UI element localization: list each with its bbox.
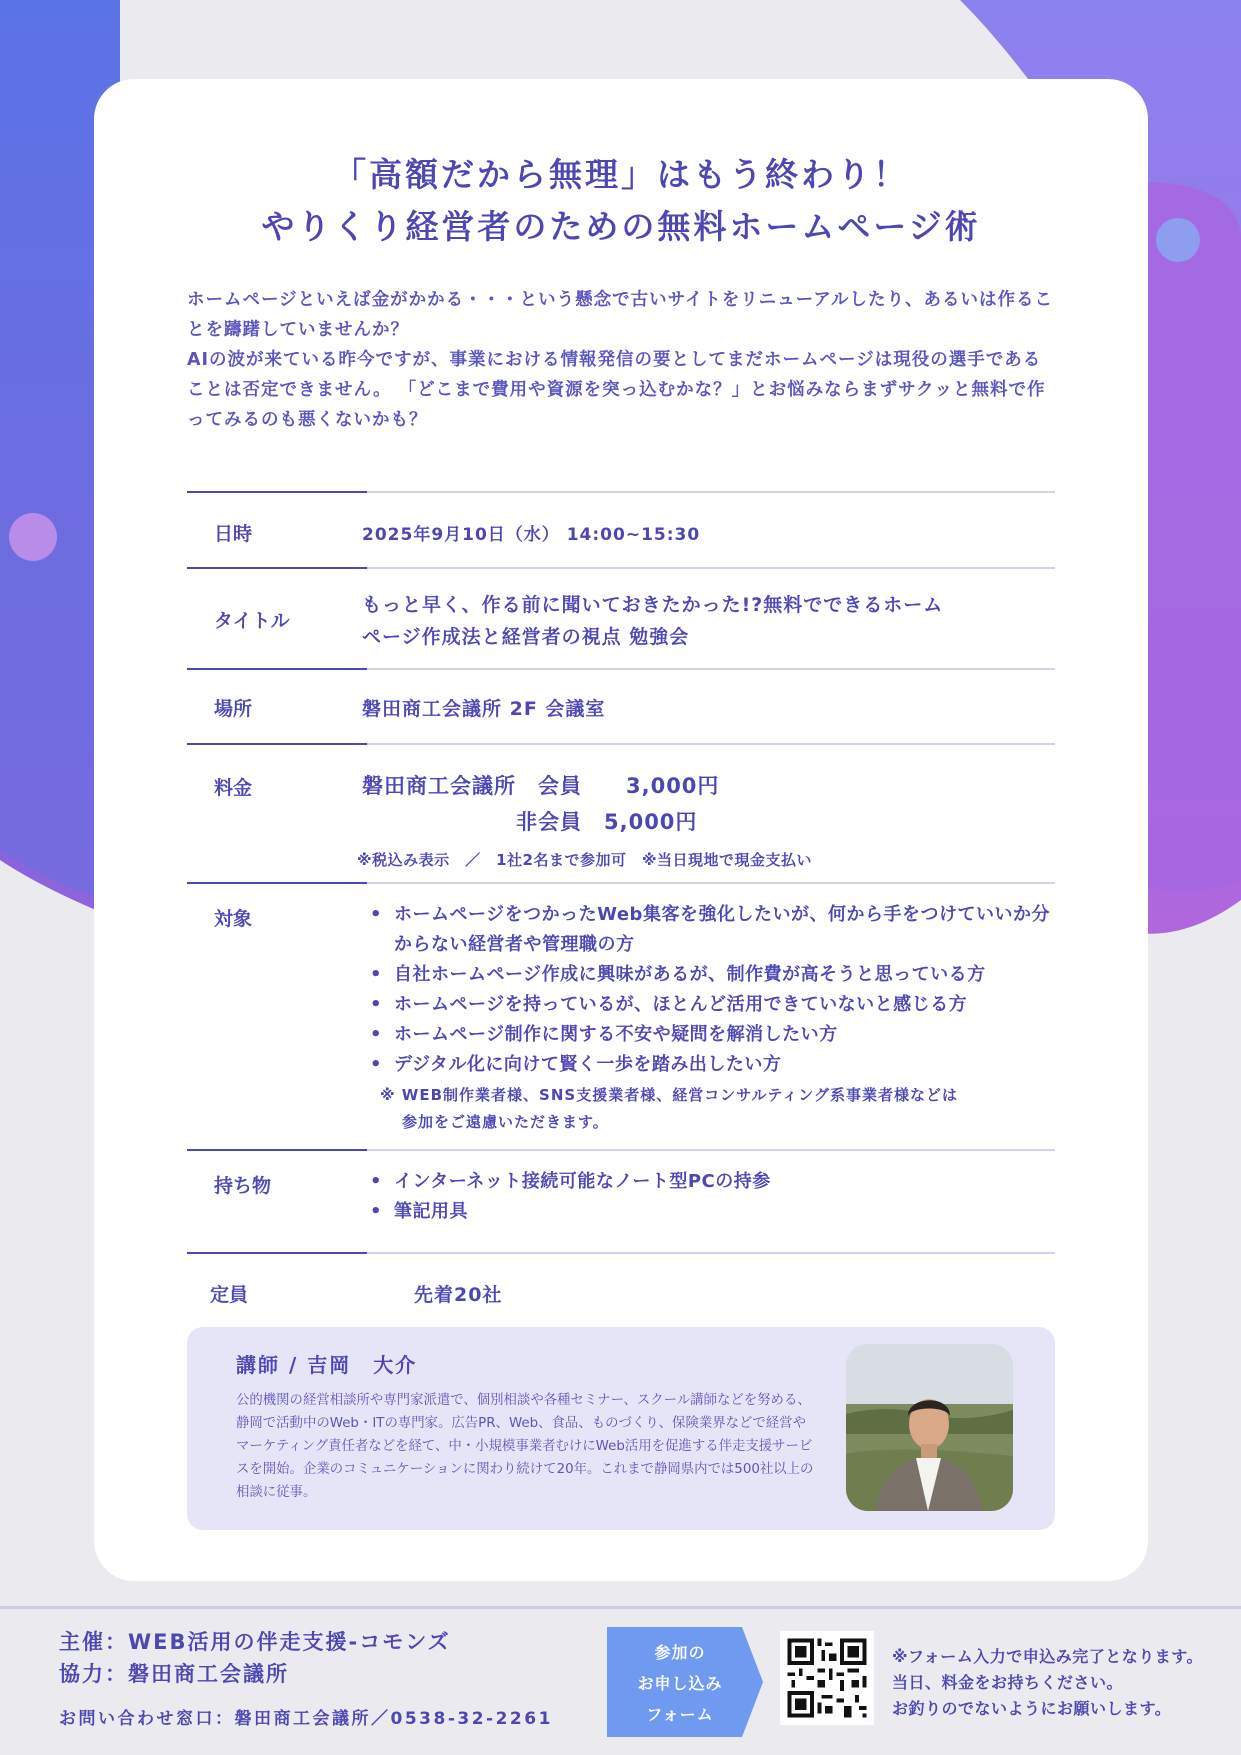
details-table: [187, 491, 1055, 1322]
cooperation: 協力：磐田商工会議所: [59, 1662, 289, 1686]
notice-line-1: ※フォーム入力で申込み完了となります。: [892, 1647, 1203, 1666]
target-note-line-2: 参加をご遠慮いただきます。: [402, 1113, 609, 1131]
value-title-line-2: ページ作成法と経営者の視点 勉強会: [362, 626, 690, 648]
items-list: [362, 1167, 771, 1227]
value-target: [362, 900, 1052, 1136]
row-items: [187, 1149, 1055, 1252]
value-capacity: 先着20社: [414, 1284, 503, 1306]
target-item: • ホームページをつかったWeb集客を強化したいが、何から手をつけていいか分からない経営者や管理職の方: [362, 900, 1052, 960]
value-items: [362, 1167, 771, 1227]
target-item: • 自社ホームページ作成に興味があるが、制作費が高そうと思っている方: [362, 960, 1052, 990]
lecturer-box: [187, 1327, 1055, 1530]
target-note: [362, 1082, 1052, 1136]
apply-label-line-2: お申し込み: [637, 1674, 723, 1693]
label-datetime: 日時: [214, 523, 253, 545]
target-item: • ホームページ制作に関する不安や疑問を解消したい方: [362, 1020, 1052, 1050]
label-venue: 場所: [214, 698, 253, 720]
fee-member: 磐田商工会議所 会員 3,000円: [362, 774, 720, 798]
fee-note: ※税込み表示 ／ 1社2名まで参加可 ※当日現地で現金支払い: [357, 851, 813, 869]
row-target: [187, 882, 1055, 1149]
headline: [94, 149, 1148, 253]
label-title: タイトル: [214, 610, 290, 632]
notice-line-3: お釣りのでないようにお願いします。: [892, 1699, 1172, 1718]
footer: [0, 1609, 1241, 1755]
label-capacity: 定員: [210, 1284, 249, 1306]
notice-line-2: 当日、料金をお持ちください。: [892, 1673, 1124, 1692]
row-title: [187, 567, 1055, 668]
items-list-item: • 筆記用具: [362, 1197, 771, 1227]
value-fee: [362, 768, 719, 840]
value-venue: 磐田商工会議所 2F 会議室: [362, 698, 606, 720]
items-list-item: • インターネット接続可能なノート型PCの持参: [362, 1167, 771, 1197]
apply-form-button[interactable]: [607, 1627, 763, 1737]
value-title: [362, 589, 943, 653]
intro-paragraph-2: AIの波が来ている昨今ですが、事業における情報発信の要としてまだホームページは現役の選手であることは否定できません。 「どこまで費用や資源を突っ込むかな？」とお悩みならまずサクッと無料で作ってみるのも悪くないかも？: [187, 350, 1046, 430]
headline-line-1: 「高額だから無理」はもう終わり！: [333, 155, 909, 194]
lecturer-photo: [846, 1344, 1013, 1511]
decorative-circle-right: [1156, 218, 1200, 262]
value-datetime: 2025年9月10日（水） 14:00~15:30: [362, 525, 701, 545]
organizer: 主催：WEB活用の伴走支援-コモンズ: [59, 1630, 451, 1654]
row-capacity: [187, 1252, 1055, 1322]
apply-label-line-3: フォーム: [646, 1705, 714, 1724]
label-target: 対象: [214, 908, 253, 930]
row-datetime: [187, 491, 1055, 567]
target-note-line-1: ※ WEB制作業者様、SNS支援業者様、経営コンサルティング系事業者様などは: [380, 1086, 958, 1104]
value-title-line-1: もっと早く、作る前に聞いておきたかった!?無料でできるホーム: [362, 594, 944, 616]
lecturer-name: 講師 / 吉岡 大介: [236, 1353, 418, 1377]
qr-code-icon[interactable]: [780, 1631, 874, 1725]
lecturer-bio: 公的機関の経営相談所や専門家派遣で、個別相談や各種セミナー、スクール講師などを努める、静岡で活動中のWeb・ITの専門家。広告PR、Web、食品、ものづくり、保険業界などで経営やマーケティング責任者などを経て、中・小規模事業者むけにWeb活用を促進する伴走支援サービスを開始。企業のコミュニケーションに関わり続けて20年。これまで静岡県内では500社以上の相談に従事。: [236, 1393, 814, 1500]
label-fee: 料金: [214, 777, 253, 799]
label-items: 持ち物: [214, 1175, 272, 1197]
host-info: [59, 1626, 451, 1690]
contact-info: お問い合わせ窓口：磐田商工会議所／0538-32-2261: [59, 1709, 553, 1729]
target-item: • デジタル化に向けて賢く一歩を踏み出したい方: [362, 1050, 1052, 1080]
notice-text: [892, 1644, 1203, 1722]
headline-line-2: やりくり経営者のための無料ホームページ術: [261, 207, 981, 246]
fee-non-member: 非会員 5,000円: [362, 810, 698, 834]
row-fee: [187, 743, 1055, 882]
apply-label-line-1: 参加の: [654, 1643, 706, 1662]
intro-paragraph-1: ホームページといえば金がかかる・・・という懸念で古いサイトをリニューアルしたり、あるいは作ることを躊躇していませんか？: [187, 290, 1053, 340]
intro-text: [187, 285, 1055, 435]
decorative-circle-left: [9, 513, 57, 561]
target-item: • ホームページを持っているが、ほとんど活用できていないと感じる方: [362, 990, 1052, 1020]
target-list: [362, 900, 1052, 1080]
row-venue: [187, 668, 1055, 743]
main-card: [94, 79, 1148, 1581]
